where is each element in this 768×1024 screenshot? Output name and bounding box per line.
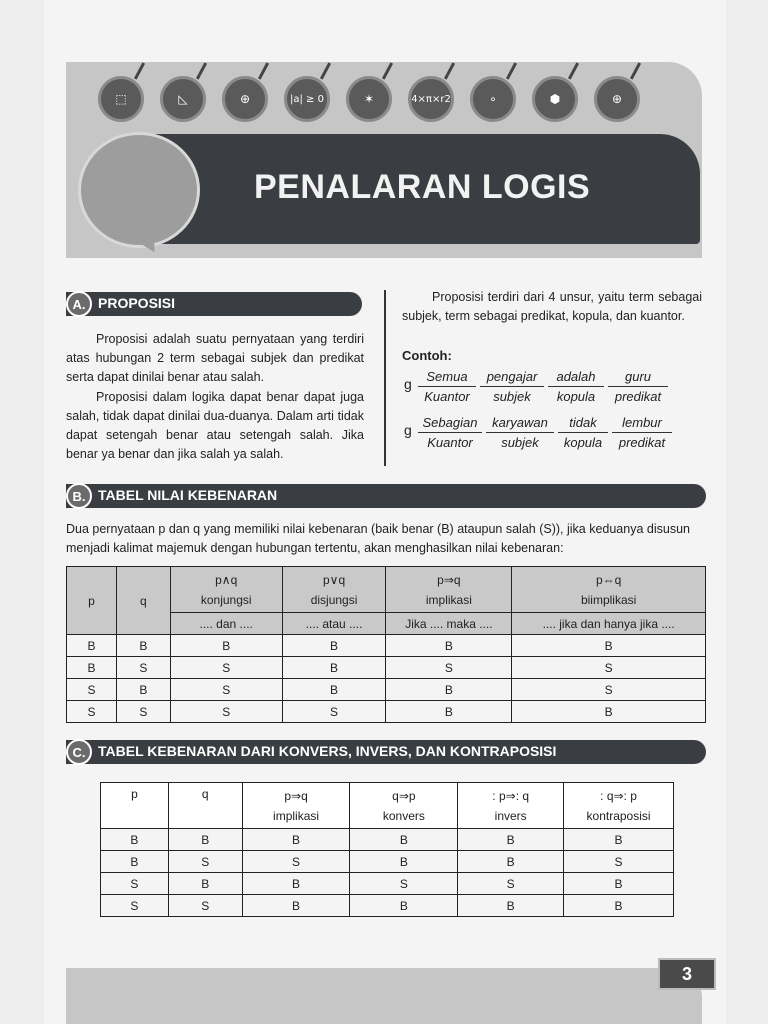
section-a-header — [66, 292, 362, 316]
absolute-value-icon: |a| ≥ 0 — [284, 76, 330, 122]
example-part — [480, 368, 544, 407]
globe-stand-icon: ⊕ — [594, 76, 640, 122]
table-cell: S — [116, 701, 170, 723]
table-cell: B — [116, 679, 170, 701]
table-row — [67, 657, 706, 679]
column-header-implication — [386, 567, 512, 613]
example-word: pengajar — [480, 368, 544, 387]
op-phrase: .... dan .... — [170, 613, 282, 635]
truth-table — [66, 566, 706, 723]
table-cell: S — [67, 701, 117, 723]
table-cell: B — [350, 829, 458, 851]
section-a-title: PROPOSISI — [98, 295, 176, 311]
footer-banner — [66, 968, 702, 1024]
table-cell: B — [67, 657, 117, 679]
table-cell: S — [386, 657, 512, 679]
table-cell: S — [282, 701, 386, 723]
hexagon-pattern-icon: ⬢ — [532, 76, 578, 122]
example-1 — [402, 368, 702, 408]
table-cell: B — [242, 829, 350, 851]
table-cell: S — [101, 873, 169, 895]
table-cell: B — [564, 895, 674, 917]
example-word: lembur — [612, 414, 672, 433]
table-row — [67, 679, 706, 701]
converse-table — [100, 782, 674, 917]
example-word: guru — [608, 368, 668, 387]
example-bullet: g — [404, 422, 412, 438]
op-symbol: p⇒q — [284, 788, 308, 803]
table-cell: B — [458, 895, 564, 917]
contoh-label: Contoh: — [402, 348, 452, 363]
globe-icon: ⊕ — [222, 76, 268, 122]
table-cell: S — [168, 895, 242, 917]
section-c-badge: C. — [66, 739, 92, 765]
table-row — [67, 635, 706, 657]
table-cell: B — [564, 873, 674, 895]
section-b-badge: B. — [66, 483, 92, 509]
column-header-p: p — [101, 783, 169, 829]
table-cell: S — [564, 851, 674, 873]
table-cell: B — [386, 701, 512, 723]
op-name: disjungsi — [310, 592, 358, 607]
op-phrase: .... atau .... — [282, 613, 386, 635]
example-part — [548, 368, 604, 407]
op-symbol: p∧q — [215, 572, 238, 587]
example-word: karyawan — [486, 414, 554, 433]
section-a-right-paragraph: Proposisi terdiri dari 4 unsur, yaitu term sebagai subjek, term sebagai predikat, kopula, dan kuantor. — [402, 290, 702, 323]
table-cell: B — [101, 829, 169, 851]
table-cell: S — [350, 873, 458, 895]
op-symbol: p⇔q — [595, 572, 622, 587]
column-header-conjunction — [170, 567, 282, 613]
table-row — [101, 895, 674, 917]
table-cell: S — [168, 851, 242, 873]
table-cell: B — [242, 873, 350, 895]
table-cell: B — [386, 679, 512, 701]
section-a-paragraph-1: Proposisi adalah suatu pernyataan yang terdiri atas hubungan 2 term sebagai subjek dan predikat serta dapat dinilai benar atau salah. — [66, 332, 364, 384]
table-cell: B — [512, 635, 706, 657]
example-role: subjek — [493, 389, 531, 404]
table-cell: B — [168, 873, 242, 895]
table-cell: S — [170, 679, 282, 701]
page-number: 3 — [658, 958, 716, 990]
example-word: tidak — [558, 414, 608, 433]
table-cell: B — [458, 829, 564, 851]
table-cell: B — [168, 829, 242, 851]
table-cell: B — [564, 829, 674, 851]
section-b-header — [66, 484, 706, 508]
geometry-star-icon: ✶ — [346, 76, 392, 122]
example-role: kopula — [556, 389, 596, 404]
table-cell: B — [458, 851, 564, 873]
icon-row — [98, 76, 658, 126]
ruler-triangle-icon: ◺ — [160, 76, 206, 122]
table-cell: B — [101, 851, 169, 873]
section-b-title: TABEL NILAI KEBENARAN — [98, 487, 278, 503]
example-part — [558, 414, 608, 453]
converse-table-header-row — [101, 783, 674, 829]
example-part — [612, 414, 672, 453]
op-name: invers — [494, 808, 527, 823]
example-role: Kuantor — [424, 389, 470, 404]
op-name: biimplikasi — [580, 592, 637, 607]
table-cell: S — [116, 657, 170, 679]
section-c-title: TABEL KEBENARAN DARI KONVERS, INVERS, DAN KONTRAPOSISI — [98, 743, 557, 759]
example-word: Semua — [418, 368, 476, 387]
section-b-intro: Dua pernyataan p dan q yang memiliki nilai kebenaran (baik benar (B) ataupun salah (S)), jika keduanya disusun menjadi kalimat majemuk dengan hubungan tertentu, akan menghasilkan nilai kebenaran: — [66, 522, 690, 555]
table-cell: S — [170, 657, 282, 679]
table-cell: B — [282, 657, 386, 679]
op-symbol: : p⇒: q — [492, 788, 530, 803]
column-header-biimplication — [512, 567, 706, 613]
column-header-converse — [350, 783, 458, 829]
op-name: konjungsi — [200, 592, 252, 607]
table-cell: B — [67, 635, 117, 657]
table-cell: S — [512, 679, 706, 701]
op-name: implikasi — [273, 808, 320, 823]
op-symbol: p⇒q — [437, 572, 461, 587]
column-header-implication — [242, 783, 350, 829]
book-page — [44, 0, 726, 1024]
example-role: Kuantor — [427, 435, 473, 450]
table-cell: S — [242, 851, 350, 873]
column-header-contrapositive — [564, 783, 674, 829]
op-phrase: .... jika dan hanya jika .... — [512, 613, 706, 635]
table-row — [67, 701, 706, 723]
example-bullet: g — [404, 376, 412, 392]
example-role: kopula — [563, 435, 603, 450]
op-phrase: Jika .... maka .... — [386, 613, 512, 635]
truth-table-header-row — [67, 567, 706, 613]
column-header-p: p — [67, 567, 117, 635]
op-symbol: : q⇒: p — [600, 788, 637, 803]
example-word: adalah — [548, 368, 604, 387]
table-cell: S — [170, 701, 282, 723]
table-cell: B — [242, 895, 350, 917]
example-part — [418, 368, 476, 407]
op-symbol: q⇒p — [392, 788, 416, 803]
table-cell: B — [350, 851, 458, 873]
op-name: implikasi — [425, 592, 472, 607]
example-role: subjek — [501, 435, 539, 450]
page-title: PENALARAN LOGIS — [254, 168, 591, 206]
column-header-q: q — [168, 783, 242, 829]
column-divider — [384, 290, 386, 466]
cube-icon: ⬚ — [98, 76, 144, 122]
table-cell: B — [170, 635, 282, 657]
table-cell: B — [386, 635, 512, 657]
op-name: kontraposisi — [586, 808, 651, 823]
table-cell: B — [512, 701, 706, 723]
op-symbol: p∨q — [322, 572, 346, 587]
section-a-badge: A. — [66, 291, 92, 317]
converse-table-body — [101, 829, 674, 917]
column-header-disjunction — [282, 567, 386, 613]
table-cell: S — [458, 873, 564, 895]
table-cell: B — [350, 895, 458, 917]
formula-icon: 4×π×r2 — [408, 76, 454, 122]
example-role: predikat — [614, 389, 662, 404]
example-part — [608, 368, 668, 407]
venn-diagram-icon: ∘ — [470, 76, 516, 122]
example-part — [418, 414, 482, 453]
table-row — [101, 873, 674, 895]
column-header-inverse — [458, 783, 564, 829]
table-cell: S — [512, 657, 706, 679]
table-cell: B — [116, 635, 170, 657]
table-cell: B — [282, 679, 386, 701]
column-header-q: q — [116, 567, 170, 635]
example-part — [486, 414, 554, 453]
example-word: Sebagian — [418, 414, 482, 433]
example-2 — [402, 414, 722, 454]
example-role: predikat — [618, 435, 666, 450]
table-row — [101, 829, 674, 851]
table-cell: B — [282, 635, 386, 657]
table-cell: S — [67, 679, 117, 701]
table-cell: S — [101, 895, 169, 917]
section-c-header — [66, 740, 706, 764]
truth-table-body — [67, 635, 706, 723]
section-a-paragraph-2: Proposisi dalam logika dapat benar dapat juga salah, tidak dapat dinilai dua-duanya. Dalam arti tidak dapat setengah benar atau setengah salah. Jika benar ya benar dan jika salah ya salah. — [66, 390, 364, 461]
op-name: konvers — [382, 808, 425, 823]
table-row — [101, 851, 674, 873]
